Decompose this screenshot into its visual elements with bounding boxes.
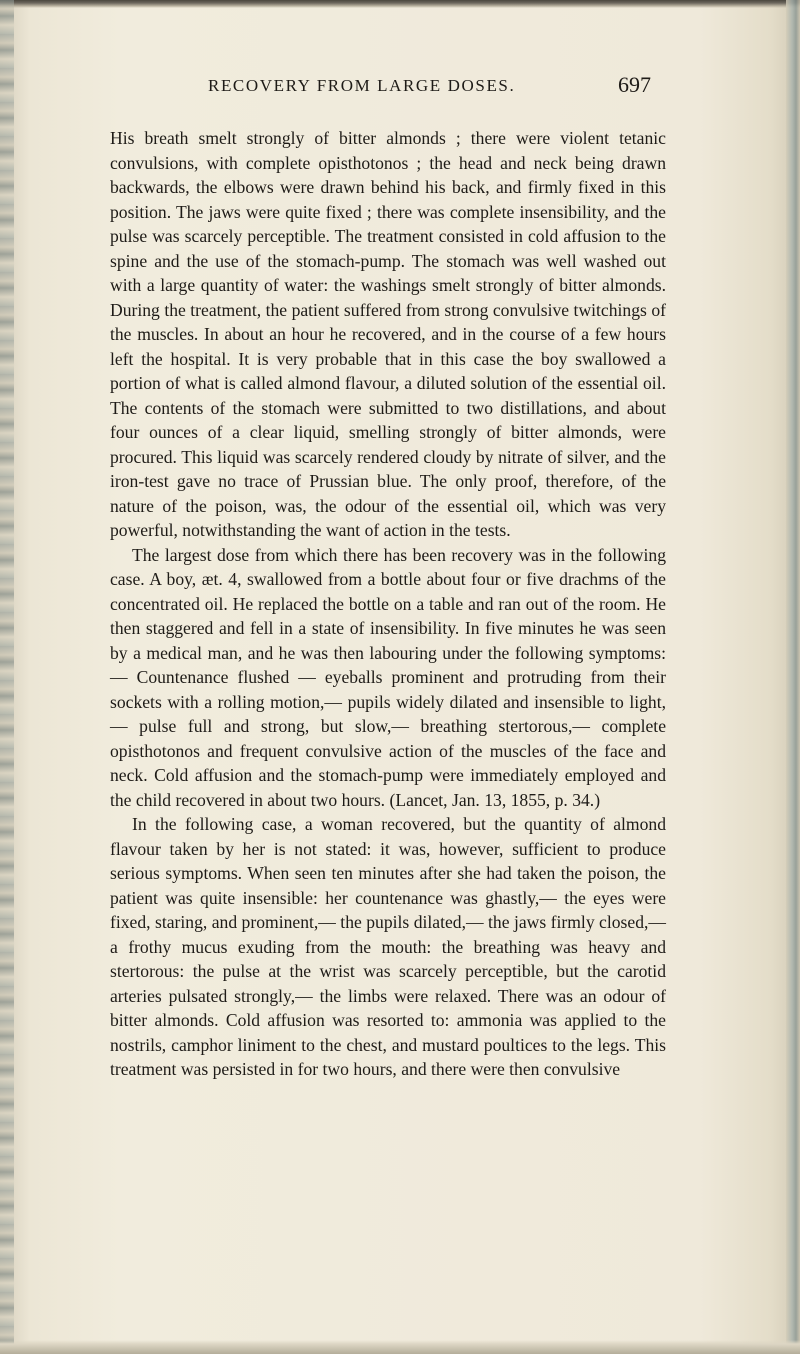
- page-bottom-edge: [0, 1340, 800, 1354]
- running-head: [0, 72, 800, 102]
- page-number: 697: [618, 72, 651, 97]
- paragraph: His breath smelt strongly of bitter almonds ; there were violent tetanic convulsions, with complete opisthotonos ; the head and neck being drawn backwards, the elbows were drawn behind his back, and firmly fixed in this position. The jaws were quite fixed ; there was complete insensibility, and the pulse was scarcely perceptible. The treatment consisted in cold affusion to the spine and the use of the stomach-pump. The stomach was well washed out with a large quantity of water: the washings smelt strongly of bitter almonds. During the treatment, the patient suffered from strong convulsive twitchings of the muscles. In about an hour he recovered, and in the course of a few hours left the hospital. It is very probable that in this case the boy swallowed a portion of what is called almond flavour, a diluted solution of the essential oil. The contents of the stomach were submitted to two distillations, and about four ounces of a clear liquid, smelling strongly of bitter almonds, were procured. This liquid was scarcely rendered cloudy by nitrate of silver, and the iron-test gave no trace of Prussian blue. The only proof, therefore, of the nature of the poison, was, the odour of the essential oil, which was very powerful, notwithstanding the want of action in the tests.: [110, 128, 666, 540]
- page-top-edge: [0, 0, 800, 8]
- page-left-edge: [0, 0, 14, 1354]
- body-text: [110, 126, 666, 1082]
- page-right-edge: [786, 0, 800, 1354]
- paragraph: In the following case, a woman recovered, but the quantity of almond flavour taken by her is not stated: it was, however, sufficient to produce serious symptoms. When seen ten minutes after she had taken the poison, the patient was quite insensible: her countenance was ghastly,— the eyes were fixed, staring, and prominent,— the pupils dilated,— the jaws firmly closed,— a frothy mucus exuding from the mouth: the breathing was heavy and stertorous: the pulse at the wrist was scarcely perceptible, but the carotid arteries pulsated strongly,— the limbs were relaxed. There was an odour of bitter almonds. Cold affusion was resorted to: ammonia was applied to the nostrils, camphor liniment to the chest, and mustard poultices to the legs. This treatment was persisted in for two hours, and there were then convulsive: [110, 814, 666, 1079]
- paragraph: The largest dose from which there has been recovery was in the following case. A boy, æt. 4, swallowed from a bottle about four or five drachms of the concentrated oil. He replaced the bottle on a table and ran out of the room. He then staggered and fell in a state of insensibility. In five minutes he was seen by a medical man, and he was then labouring under the following symptoms:— Countenance flushed — eyeballs prominent and protruding from their sockets with a rolling motion,— pupils widely dilated and insensible to light,— pulse full and strong, but slow,— breathing stertorous,— complete opisthotonos and frequent convulsive action of the muscles of the face and neck. Cold affusion and the stomach-pump were immediately employed and the child recovered in about two hours. (Lancet, Jan. 13, 1855, p. 34.): [110, 544, 666, 810]
- running-title: RECOVERY FROM LARGE DOSES.: [208, 76, 516, 95]
